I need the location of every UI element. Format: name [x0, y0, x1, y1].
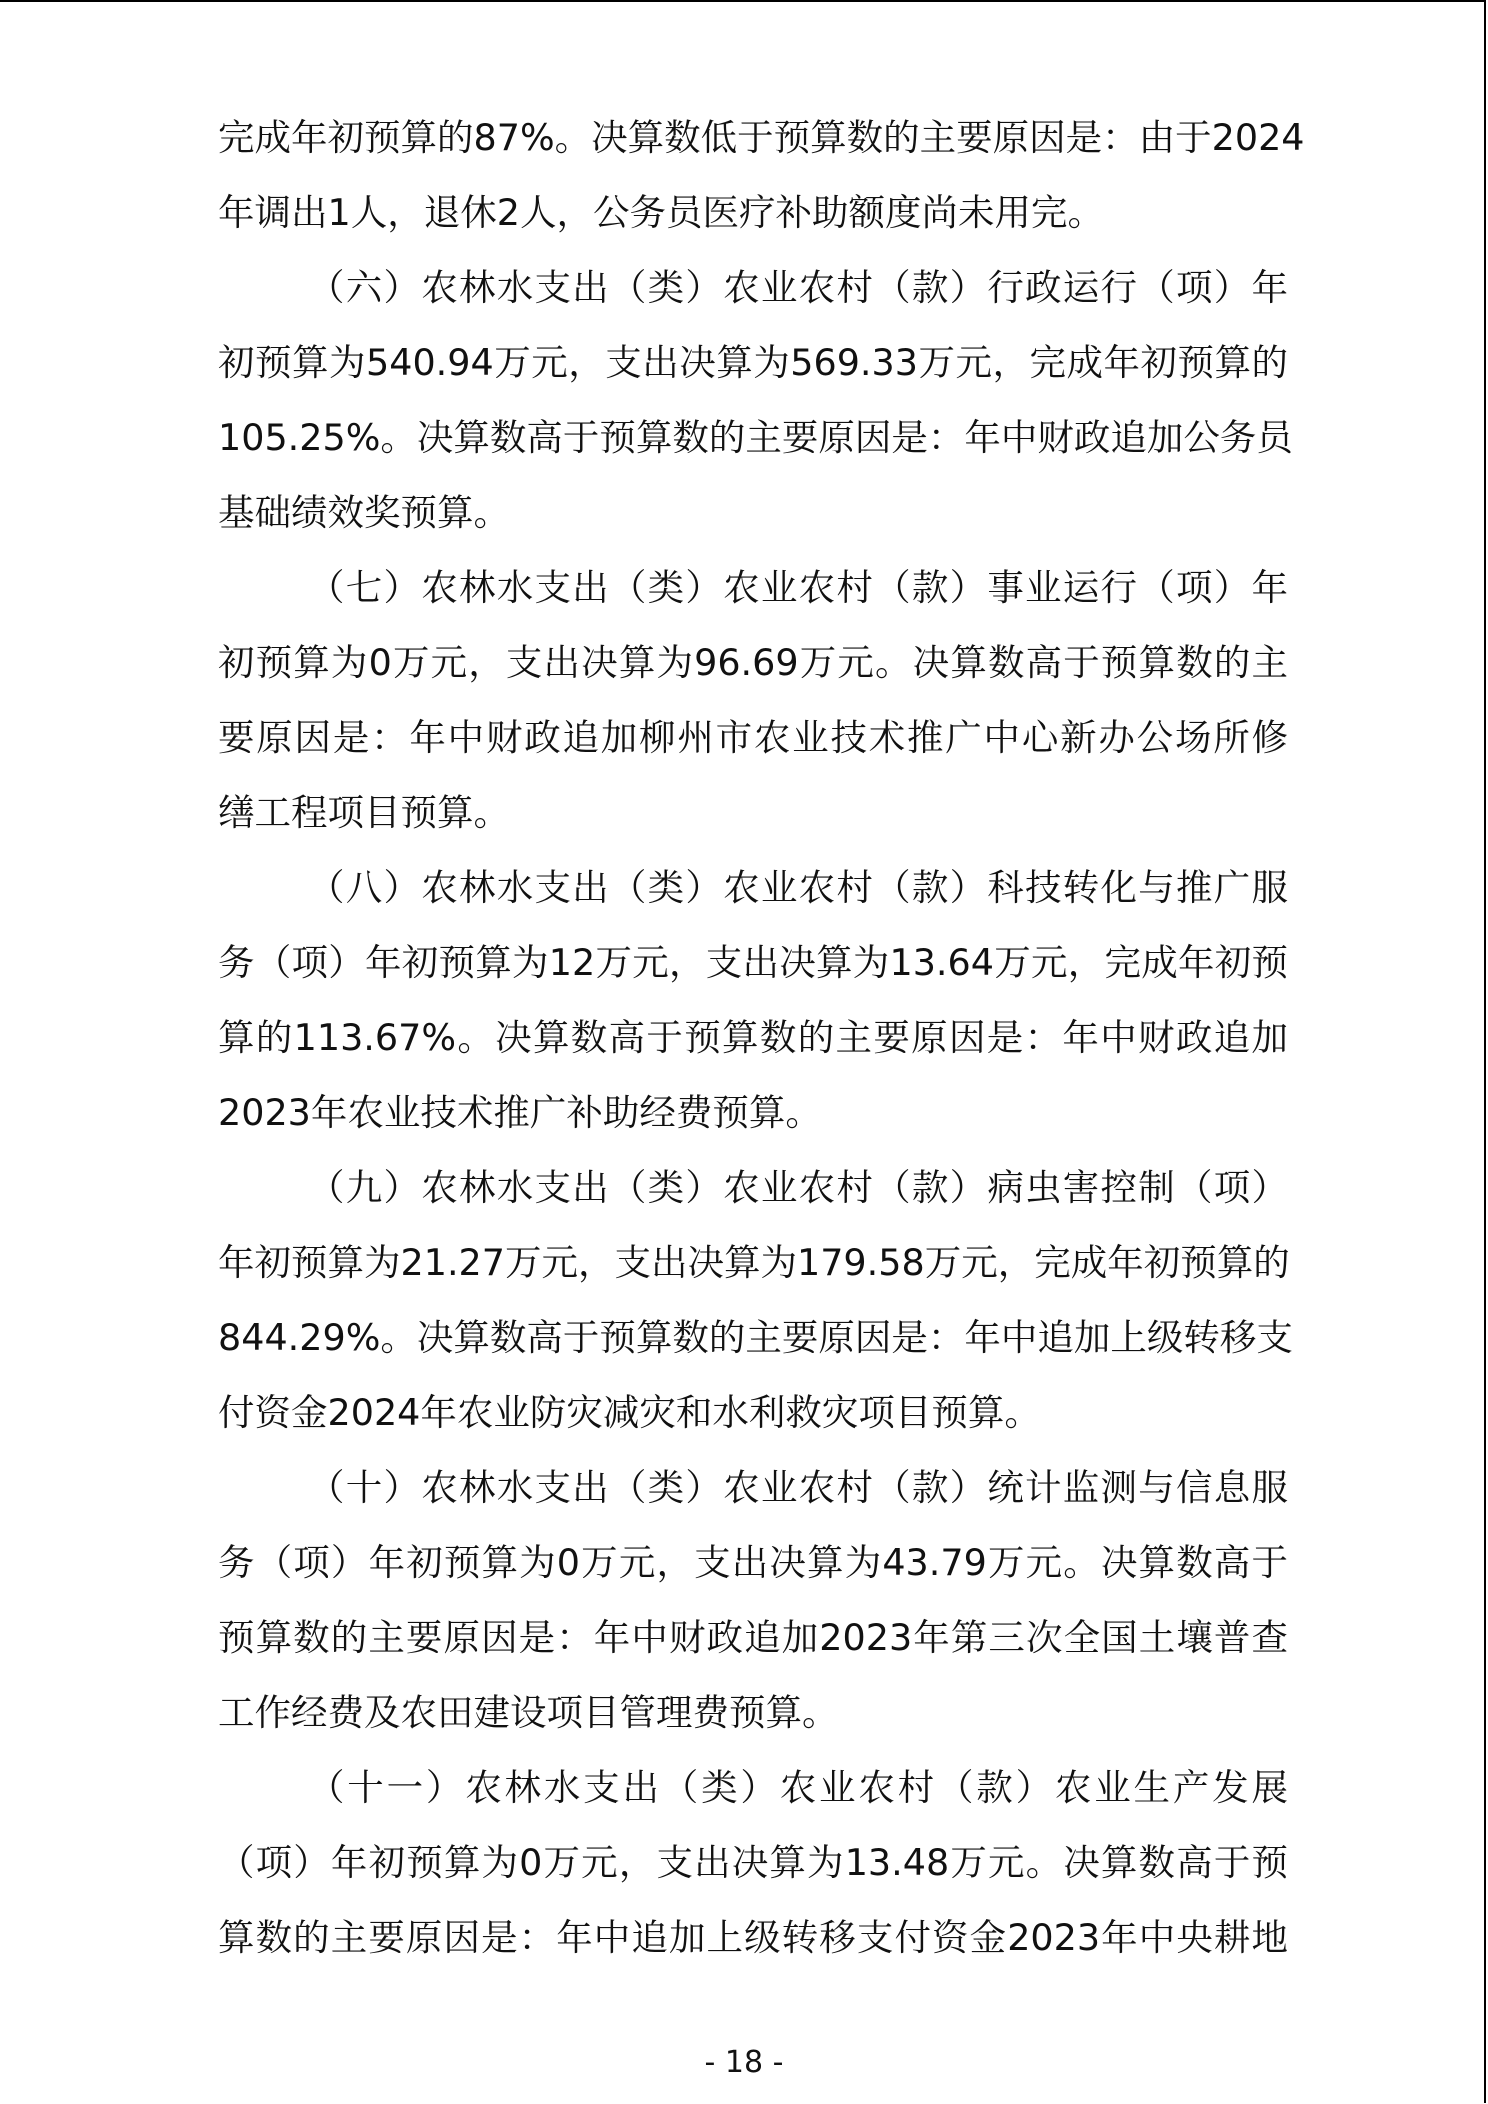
- text-line: （六）农林水支出（类）农业农村（款）行政运行（项）年: [308, 266, 1288, 309]
- text-line: （八）农林水支出（类）农业农村（款）科技转化与推广服: [308, 866, 1288, 909]
- text-line: 初预算为540.94万元，支出决算为569.33万元，完成年初预算的: [218, 341, 1288, 384]
- page-number: - 18 -: [704, 2045, 784, 2080]
- text-line: 2023年农业技术推广补助经费预算。: [218, 1091, 822, 1134]
- text-line: 缮工程项目预算。: [218, 791, 510, 834]
- text-line: 务（项）年初预算为0万元，支出决算为43.79万元。决算数高于: [218, 1541, 1288, 1584]
- text-line: 年初预算为21.27万元，支出决算为179.58万元，完成年初预算的: [218, 1241, 1290, 1284]
- text-line: 付资金2024年农业防灾减灾和水利救灾项目预算。: [218, 1391, 1041, 1434]
- text-line: 844.29%。决算数高于预算数的主要原因是：年中追加上级转移支: [218, 1316, 1293, 1359]
- text-line: 初预算为0万元，支出决算为96.69万元。决算数高于预算数的主: [218, 641, 1288, 684]
- text-line: （十一）农林水支出（类）农业农村（款）农业生产发展: [308, 1766, 1288, 1809]
- text-line: 年调出1人，退休2人，公务员医疗补助额度尚未用完。: [218, 191, 1104, 234]
- text-line: 工作经费及农田建设项目管理费预算。: [218, 1691, 839, 1734]
- text-line: 完成年初预算的87%。决算数低于预算数的主要原因是：由于2024: [218, 116, 1305, 159]
- text-line: （九）农林水支出（类）农业农村（款）病虫害控制（项）: [308, 1166, 1288, 1209]
- text-line: 105.25%。决算数高于预算数的主要原因是：年中财政追加公务员: [218, 416, 1293, 459]
- text-line: （七）农林水支出（类）农业农村（款）事业运行（项）年: [308, 566, 1288, 609]
- text-line: （十）农林水支出（类）农业农村（款）统计监测与信息服: [308, 1466, 1288, 1509]
- document-body: [218, 100, 1305, 1975]
- text-line: 要原因是：年中财政追加柳州市农业技术推广中心新办公场所修: [218, 716, 1288, 759]
- text-line: 算数的主要原因是：年中追加上级转移支付资金2023年中央耕地: [218, 1916, 1288, 1959]
- text-line: 算的113.67%。决算数高于预算数的主要原因是：年中财政追加: [218, 1016, 1288, 1059]
- text-line: 务（项）年初预算为12万元，支出决算为13.64万元，完成年初预: [218, 941, 1288, 984]
- text-line: 基础绩效奖预算。: [218, 491, 510, 534]
- text-line: 预算数的主要原因是：年中财政追加2023年第三次全国土壤普查: [218, 1616, 1288, 1659]
- text-line: （项）年初预算为0万元，支出决算为13.48万元。决算数高于预: [218, 1841, 1288, 1884]
